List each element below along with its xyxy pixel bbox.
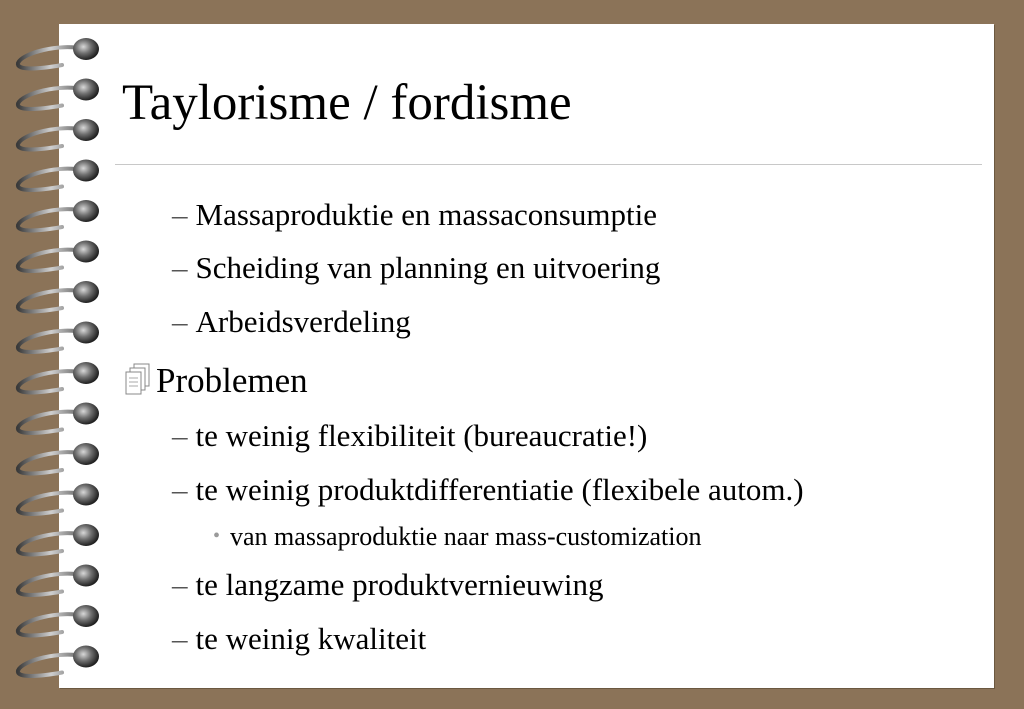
spiral-binding (0, 0, 110, 709)
bullet-text: te weinig flexibiliteit (bureaucratie!) (195, 418, 648, 453)
bullet-item (172, 420, 647, 451)
dash-marker: – (172, 567, 188, 602)
dash-marker: – (172, 197, 188, 232)
bullet-text: te weinig produktdifferentiatie (flexibele autom.) (195, 472, 804, 507)
spiral-ring (18, 119, 99, 150)
bullet-text: Scheiding van planning en uitvoering (195, 250, 661, 285)
bullet-text: te langzame produktvernieuwing (195, 567, 604, 602)
bullet-item (213, 524, 702, 550)
spiral-ring (18, 362, 99, 393)
bullet-item (172, 306, 411, 337)
dot-marker: • (213, 525, 221, 547)
spiral-ring (18, 646, 99, 677)
bullet-text: van massaproduktie naar mass-customization (230, 522, 702, 551)
spiral-ring (18, 565, 99, 596)
spiral-ring (18, 524, 99, 555)
dash-marker: – (172, 621, 188, 656)
spiral-ring (18, 605, 99, 636)
spiral-ring (18, 241, 99, 272)
bullet-item (172, 569, 604, 600)
spiral-ring (18, 281, 99, 312)
bullet-item (172, 623, 426, 654)
spiral-ring (18, 38, 99, 69)
spiral-ring (18, 200, 99, 231)
spiral-ring (18, 160, 99, 191)
bullet-item (172, 252, 660, 283)
dash-marker: – (172, 472, 188, 507)
bullet-item (122, 362, 308, 398)
bullet-text: Problemen (156, 361, 308, 400)
bullet-item (172, 474, 804, 505)
bullet-text: te weinig kwaliteit (195, 621, 427, 656)
spiral-ring (18, 79, 99, 110)
spiral-ring (18, 484, 99, 515)
doc-stack-icon (122, 362, 152, 396)
title-divider (115, 164, 982, 165)
dash-marker: – (172, 418, 188, 453)
bullet-item (172, 199, 657, 230)
spiral-ring (18, 403, 99, 434)
slide-title: Taylorisme / fordisme (122, 75, 572, 131)
spiral-ring (18, 322, 99, 353)
spiral-ring (18, 443, 99, 474)
bullet-text: Massaproduktie en massaconsumptie (195, 197, 657, 232)
dash-marker: – (172, 304, 188, 339)
bullet-text: Arbeidsverdeling (195, 304, 411, 339)
dash-marker: – (172, 250, 188, 285)
